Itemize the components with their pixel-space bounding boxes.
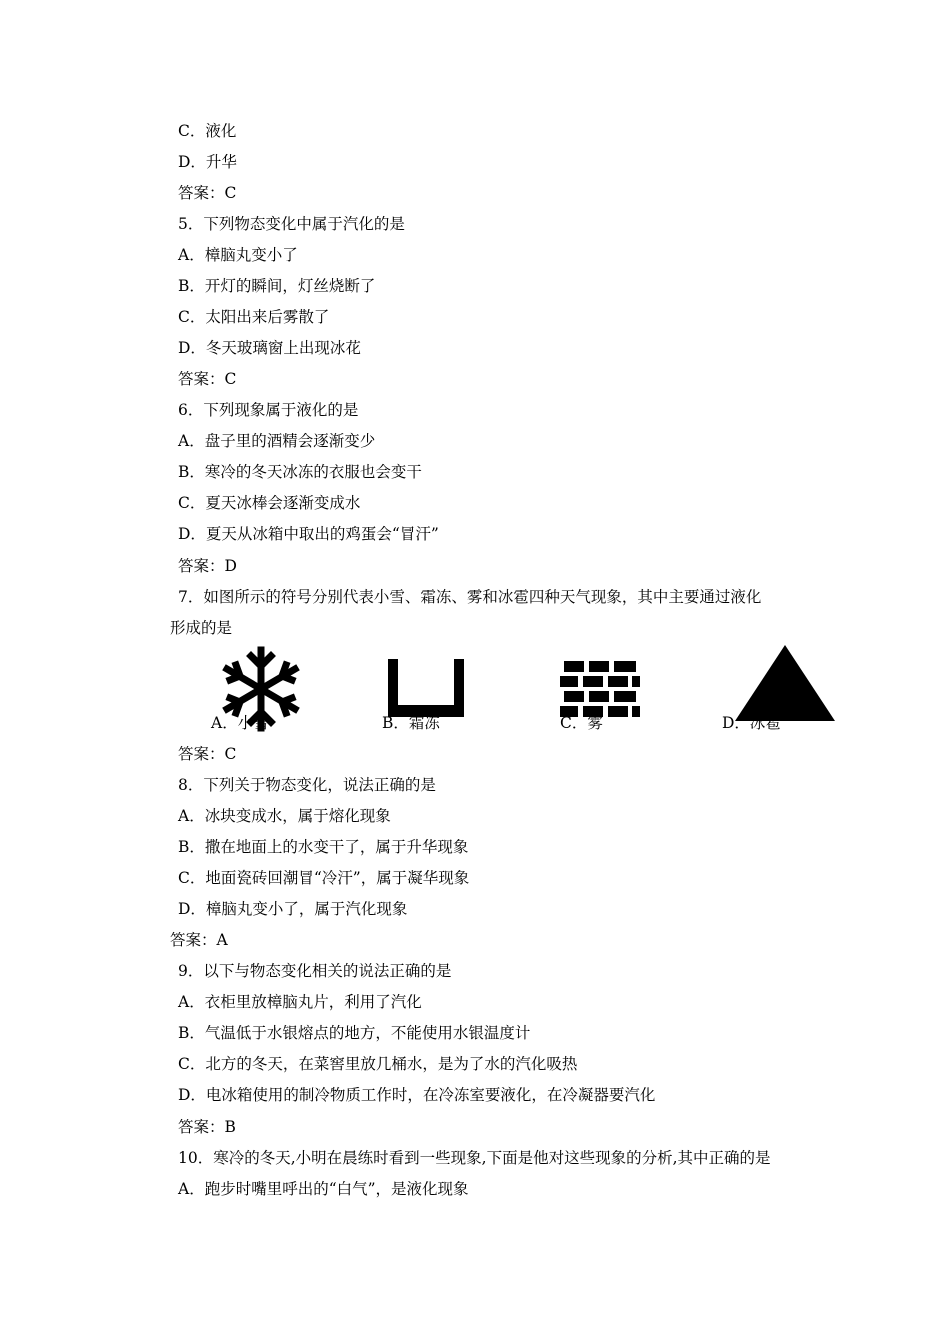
option-line: D．电冰箱使用的制冷物质工作时，在冷冻室要液化，在冷凝器要汽化: [178, 1086, 656, 1104]
fog-icon: [560, 659, 640, 717]
question-line: 6．下列现象属于液化的是: [178, 401, 359, 419]
option-line: D．樟脑丸变小了，属于汽化现象: [178, 900, 408, 918]
option-line: A．冰块变成水，属于熔化现象: [178, 807, 391, 825]
figure-caption-a: A．小雪: [211, 714, 269, 732]
option-line: D．夏天从冰箱中取出的鸡蛋会“冒汗”: [178, 525, 439, 543]
option-line: A．樟脑丸变小了: [178, 246, 298, 264]
option-line: C．地面瓷砖回潮冒“冷汗”，属于凝华现象: [178, 869, 470, 887]
option-line: C．北方的冬天，在菜窖里放几桶水，是为了水的汽化吸热: [178, 1055, 578, 1073]
question-line: 7．如图所示的符号分别代表小雪、霜冻、雾和冰雹四种天气现象，其中主要通过液化: [178, 588, 762, 606]
option-line: D．冬天玻璃窗上出现冰花: [178, 339, 361, 357]
answer-line: 答案：C: [178, 370, 237, 388]
figure-caption-b: B．霜冻: [382, 714, 440, 732]
option-line: A．衣柜里放樟脑丸片，利用了汽化: [178, 993, 422, 1011]
frost-icon: [386, 659, 466, 717]
answer-line: 答案：C: [178, 745, 237, 763]
question-line: 9．以下与物态变化相关的说法正确的是: [178, 962, 452, 980]
option-line: B．开灯的瞬间，灯丝烧断了: [178, 277, 376, 295]
question-line: 10．寒冷的冬天,小明在晨练时看到一些现象,下面是他对这些现象的分析,其中正确的是: [178, 1149, 771, 1167]
answer-line: 答案：A: [170, 931, 228, 949]
option-line: A．跑步时嘴里呼出的“白气”，是液化现象: [178, 1180, 469, 1198]
option-line: C．夏天冰棒会逐渐变成水: [178, 494, 361, 512]
question-line-cont: 形成的是: [170, 619, 233, 637]
option-line: C．太阳出来后雾散了: [178, 308, 330, 326]
text-line: D．升华: [178, 153, 237, 171]
option-line: A．盘子里的酒精会逐渐变少: [178, 432, 376, 450]
answer-line: 答案：C: [178, 184, 237, 202]
figure-caption-c: C．雾: [560, 714, 603, 732]
question-line: 5．下列物态变化中属于汽化的是: [178, 215, 405, 233]
text-line: C．液化: [178, 122, 237, 140]
answer-line: 答案：B: [178, 1118, 236, 1136]
option-line: B．寒冷的冬天冰冻的衣服也会变干: [178, 463, 422, 481]
option-line: B．气温低于水银熔点的地方，不能使用水银温度计: [178, 1024, 531, 1042]
option-line: B．撒在地面上的水变干了，属于升华现象: [178, 838, 469, 856]
hail-icon: [733, 643, 837, 723]
question-line: 8．下列关于物态变化，说法正确的是: [178, 776, 436, 794]
figure-caption-d: D．冰雹: [722, 714, 781, 732]
answer-line: 答案：D: [178, 557, 237, 575]
